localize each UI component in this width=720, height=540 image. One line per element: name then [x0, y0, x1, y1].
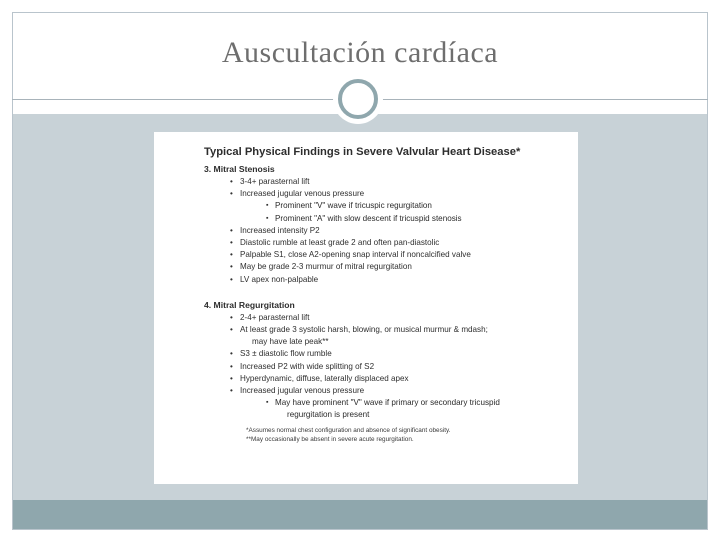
sub-list-item: [266, 397, 568, 421]
list-item: • 3-4+ parasternal lift: [230, 176, 568, 188]
sub-list-item-text: May have prominent "V" wave if primary or secondary tricuspid: [275, 398, 500, 408]
sub-list-item: ▪ Prominent "A" with slow descent if tricuspid stenosis: [266, 213, 568, 225]
list-item-continuation: may have late peak**: [252, 337, 329, 347]
list-item: • 2-4+ parasternal lift: [230, 312, 568, 324]
list-item-text: Increased jugular venous pressure: [240, 189, 365, 199]
list-item: • S3 ± diastolic flow rumble: [230, 348, 568, 360]
section-title: 4. Mitral Regurgitation: [204, 299, 295, 310]
circle-ornament-icon: [333, 74, 383, 124]
list-item: [230, 324, 568, 348]
list-item: • Diastolic rumble at least grade 2 and often pan-diastolic: [230, 237, 568, 249]
bullet-list: [230, 176, 568, 200]
footnotes: [246, 426, 568, 444]
sub-list-item-continuation: regurgitation is present: [287, 410, 370, 420]
sub-bullet-list: [266, 200, 568, 224]
list-item: • LV apex non-palpable: [230, 274, 568, 286]
list-item: • Increased intensity P2: [230, 225, 568, 237]
document-heading: Typical Physical Findings in Severe Valvular Heart Disease*: [204, 146, 521, 158]
list-item-text: At least grade 3 systolic harsh, blowing, or musical murmur & mdash;: [240, 325, 488, 335]
document-image: [154, 132, 578, 484]
bullet-list: [230, 312, 568, 397]
footer-bar: [13, 500, 707, 529]
list-item: • Palpable S1, close A2-opening snap interval if noncalcified valve: [230, 249, 568, 261]
list-item: • Increased jugular venous pressure: [230, 385, 568, 397]
list-item: • Increased P2 with wide splitting of S2: [230, 361, 568, 373]
circle-ring-icon: [338, 79, 378, 119]
bullet-list: [230, 225, 568, 286]
list-item: [230, 188, 568, 200]
slide-title: Auscultación cardíaca: [221, 36, 499, 69]
footnote: **May occasionally be absent in severe acute regurgitation.: [246, 435, 414, 443]
sub-list-item: ▪ Prominent "V" wave if tricuspic regurgitation: [266, 200, 568, 212]
sub-bullet-list: [266, 397, 568, 421]
list-item: • Hyperdynamic, diffuse, laterally displaced apex: [230, 373, 568, 385]
section-title: 3. Mitral Stenosis: [204, 164, 275, 174]
footnote: *Assumes normal chest configuration and absence of significant obesity.: [246, 426, 451, 434]
list-item: • May be grade 2-3 murmur of mitral regurgitation: [230, 261, 568, 273]
section-gap: [206, 286, 568, 300]
